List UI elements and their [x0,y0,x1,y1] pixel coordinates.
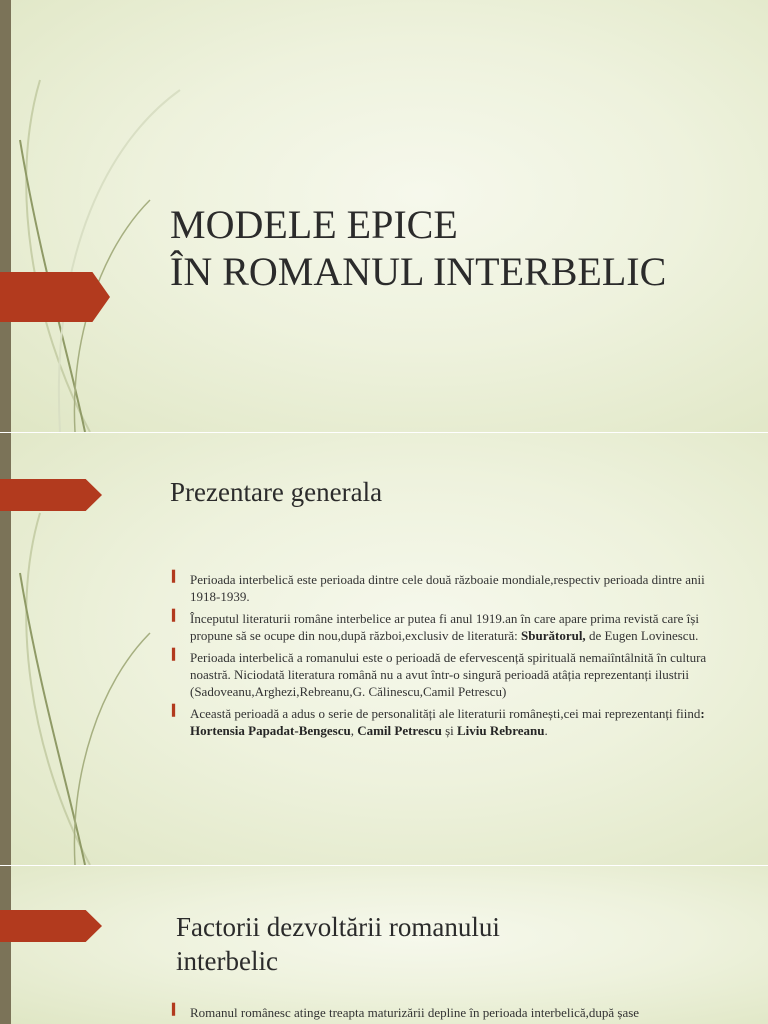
presentation-title [170,201,666,295]
slide-heading: Factorii dezvoltării romanului interbelic [176,912,500,976]
bullet-marker-icon: ▍ [172,571,181,583]
bullet-list [172,1004,732,1024]
bullet-bold-text: Camil Petrescu [357,723,442,738]
bullet-item [172,1004,732,1021]
bullet-bold-text: : Hortensia Papadat-Bengescu [190,706,705,738]
slide-title [0,0,768,432]
slide-overview [0,433,768,865]
slide-heading: Prezentare generala [170,477,383,507]
bullet-list [172,571,712,744]
accent-arrow [0,272,110,322]
bullet-text: Începutul literaturii române interbelice ar putea fi anul 1919.an în care apare prima revistă care își propune să se ocupe din nou,după război,exclusiv de literatură: [190,611,699,643]
slide-side-bar [0,866,11,1024]
bullet-marker-icon: ▍ [172,705,181,717]
slide-factors [0,866,768,1024]
bullet-marker-icon: ▍ [172,610,181,622]
bullet-item [172,649,712,700]
accent-arrow [0,479,102,511]
bullet-text: Această perioadă a adus o serie de personalități ale literaturii românești,cei mai reprezentanți fiind [190,706,701,721]
bullet-bold-text: Liviu Rebreanu [456,723,545,738]
title-line-1: MODELE EPICE [170,202,458,247]
bullet-marker-icon: ▍ [172,1004,181,1016]
bullet-text: , [350,723,358,738]
bullet-text: Perioada interbelică este perioada dintre cele două războaie mondiale,respectiv perioada dintre anii 1918-1939. [190,572,705,604]
bullet-marker-icon: ▍ [172,649,181,661]
bullet-bold-text: Sburătorul, [521,628,586,643]
bullet-text: Perioada interbelică a romanului este o perioadă de efervescență spirituală nemaiîntâlnită în cultura noastră. Niciodată literatura română nu a avut într-o singură perioadă atâția reprezentanți ilustrii (Sadoveanu,Arghezi,Rebreanu,G. Călinescu,Camil Petrescu) [190,650,707,699]
bullet-item [172,705,712,739]
accent-arrow [0,910,102,942]
title-line-2: ÎN ROMANUL INTERBELIC [170,249,667,294]
bullet-text: . [544,723,548,738]
bullet-item [172,610,712,644]
bullet-text: Romanul românesc atinge treapta maturizării depline în perioada interbelică,după șase [190,1005,640,1020]
bullet-item [172,571,712,605]
bullet-text: și [441,723,457,738]
bullet-text: de Eugen Lovinescu. [585,628,699,643]
